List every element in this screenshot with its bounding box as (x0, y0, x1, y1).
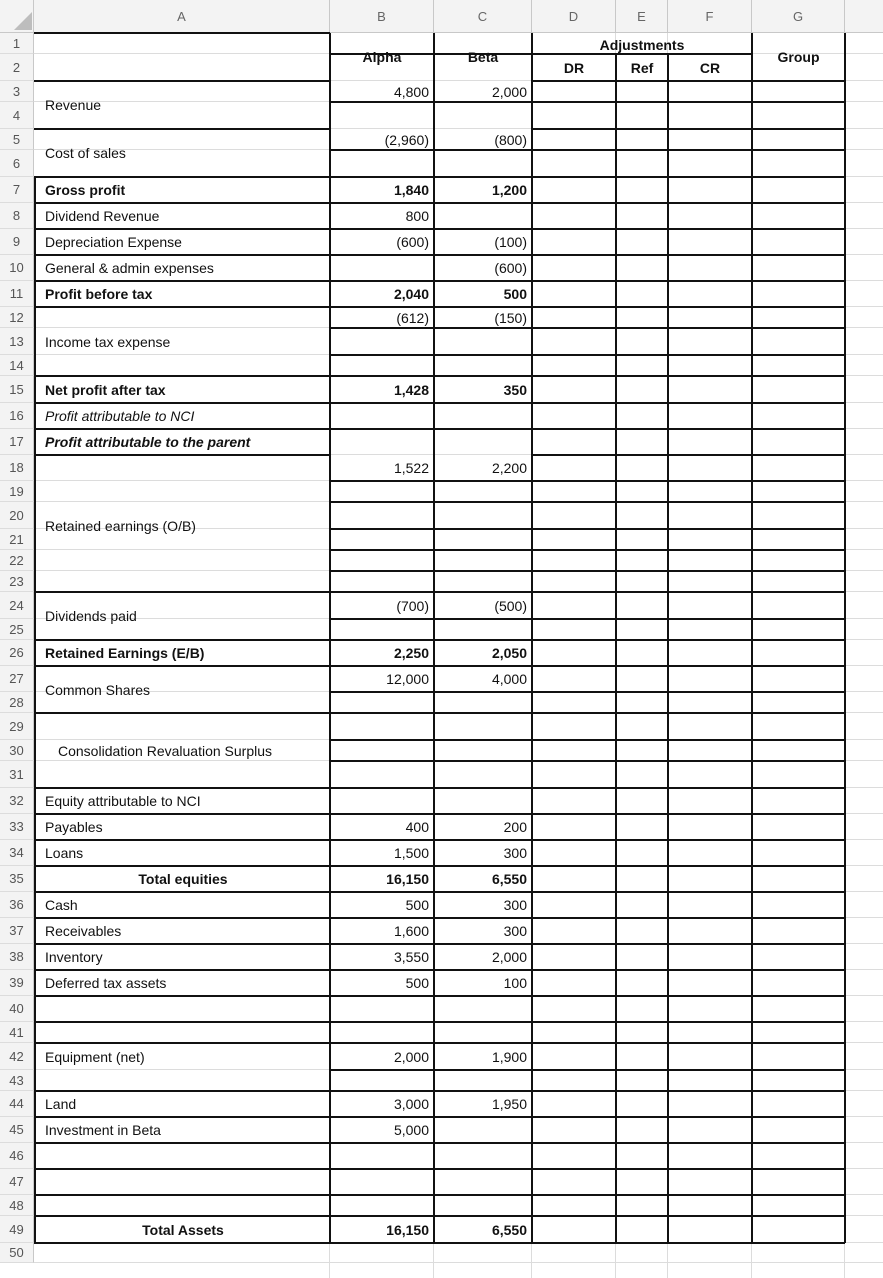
beta-investment-in-beta[interactable] (434, 1117, 532, 1143)
row-header-40[interactable]: 40 (0, 996, 34, 1022)
alpha-retained-earnings-e-b[interactable]: 2,250 (393, 645, 429, 661)
row-header-7[interactable]: 7 (0, 177, 34, 203)
header-group[interactable]: Group (777, 49, 820, 65)
beta-cash[interactable]: 300 (503, 897, 527, 913)
beta-retained-earnings-o-b[interactable]: 2,200 (491, 460, 527, 476)
row-header-28[interactable]: 28 (0, 692, 34, 713)
cell-border (330, 354, 532, 355)
row-header-43[interactable]: 43 (0, 1070, 34, 1091)
row-header-25[interactable]: 25 (0, 619, 34, 640)
row-header-6[interactable]: 6 (0, 150, 34, 177)
cell-border (532, 691, 845, 692)
cell-border (532, 1090, 845, 1091)
cell-border (532, 501, 845, 502)
alpha-investment-in-beta[interactable]: 5,000 (393, 1122, 429, 1138)
cell-border (532, 176, 845, 177)
row-header-44[interactable]: 44 (0, 1091, 34, 1117)
cell-border (532, 1142, 845, 1143)
column-header-c[interactable]: C (434, 0, 532, 33)
row-header-5[interactable]: 5 (0, 129, 34, 150)
label-income-tax-expense[interactable]: Income tax expense (45, 333, 171, 350)
row-header-11[interactable]: 11 (0, 281, 34, 307)
row-header-3[interactable]: 3 (0, 81, 34, 102)
alpha-deferred-tax-assets[interactable]: 500 (405, 975, 429, 991)
label-deferred-tax-assets[interactable]: Deferred tax assets (45, 975, 167, 991)
cell-border (532, 639, 845, 640)
row-header-16[interactable]: 16 (0, 403, 34, 429)
cell-border (532, 101, 845, 102)
label-revenue[interactable]: Revenue (45, 97, 102, 113)
cell-border (532, 528, 845, 529)
label-total-equities[interactable]: Total equities (138, 871, 228, 887)
beta-dividend-revenue[interactable] (434, 203, 532, 229)
cell-border (532, 891, 845, 892)
row-header-13[interactable]: 13 (0, 328, 34, 355)
row-header-38[interactable]: 38 (0, 944, 34, 970)
row-header-10[interactable]: 10 (0, 255, 34, 281)
label-equity-attributable-to-nci[interactable]: Equity attributable to NCI (45, 793, 201, 809)
cell-border (532, 254, 845, 255)
cell-border (330, 570, 532, 571)
cell-border (532, 280, 845, 281)
beta-dividends-paid[interactable]: (500) (494, 597, 527, 614)
header-adjustments[interactable]: Adjustments (599, 37, 685, 53)
row-header-33[interactable]: 33 (0, 814, 34, 840)
header-dr[interactable]: DR (563, 59, 585, 76)
cell-border (532, 665, 845, 666)
cell-border (615, 54, 616, 1243)
label-equipment-net[interactable]: Equipment (net) (45, 1048, 145, 1065)
alpha-payables[interactable]: 400 (405, 819, 429, 835)
cell-border (532, 865, 845, 866)
alpha-total-equities[interactable]: 16,150 (386, 871, 429, 887)
alpha-depreciation-expense[interactable]: (600) (396, 234, 429, 250)
cell-border (532, 1242, 845, 1243)
cell-border (532, 549, 845, 550)
alpha-profit-attributable-to-the-parent[interactable] (330, 429, 434, 455)
label-depreciation-expense[interactable]: Depreciation Expense (45, 234, 182, 250)
cell-border (532, 969, 845, 970)
row-header-2[interactable]: 2 (0, 54, 34, 81)
alpha-profit-attributable-to-nci[interactable] (330, 403, 434, 429)
alpha-retained-earnings-o-b[interactable]: 1,522 (393, 460, 429, 476)
label-payables[interactable]: Payables (45, 819, 103, 835)
row-header-29[interactable]: 29 (0, 713, 34, 740)
cell-border (34, 1021, 330, 1022)
cell-border (330, 528, 532, 529)
label-investment-in-beta[interactable]: Investment in Beta (45, 1122, 161, 1138)
cell-border (34, 32, 330, 33)
cell-border (532, 375, 845, 376)
label-profit-before-tax[interactable]: Profit before tax (45, 286, 153, 302)
beta-depreciation-expense[interactable]: (100) (494, 234, 527, 250)
label-consolidation-revaluation-surplus[interactable]: Consolidation Revaluation Surplus (58, 742, 273, 759)
column-header-g[interactable]: G (752, 0, 845, 33)
cell-border (532, 917, 845, 918)
cell-border (532, 1069, 845, 1070)
row-header-35[interactable]: 35 (0, 866, 34, 892)
label-dividends-paid[interactable]: Dividends paid (45, 608, 137, 624)
row-header-30[interactable]: 30 (0, 740, 34, 761)
cell-border (532, 428, 845, 429)
cell-border (532, 591, 845, 592)
row-header-39[interactable]: 39 (0, 970, 34, 996)
row-header-21[interactable]: 21 (0, 529, 34, 550)
row-header-18[interactable]: 18 (0, 455, 34, 481)
beta-general-admin-expenses[interactable]: (600) (494, 260, 527, 276)
cell-border (667, 54, 668, 1243)
cell-border (532, 1168, 845, 1169)
cell-border (532, 570, 845, 571)
row-header-9[interactable]: 9 (0, 229, 34, 255)
alpha-loans[interactable]: 1,500 (393, 845, 429, 861)
row-header-19[interactable]: 19 (0, 481, 34, 502)
cell-border (532, 787, 845, 788)
column-header-a[interactable]: A (34, 0, 330, 33)
row-header-27[interactable]: 27 (0, 666, 34, 692)
row-header-37[interactable]: 37 (0, 918, 34, 944)
row-header-23[interactable]: 23 (0, 571, 34, 592)
column-header-e[interactable]: E (616, 0, 668, 33)
beta-equipment-net[interactable]: 1,900 (491, 1048, 527, 1065)
column-header-f[interactable]: F (668, 0, 752, 33)
header-beta[interactable]: Beta (467, 49, 499, 65)
cell-border (532, 760, 845, 761)
row-header-17[interactable]: 17 (0, 429, 34, 455)
row-header-50[interactable]: 50 (0, 1243, 34, 1263)
label-cash[interactable]: Cash (45, 897, 78, 913)
alpha-equipment-net[interactable]: 2,000 (393, 1048, 429, 1065)
cell-border (330, 1021, 532, 1022)
beta-revenue[interactable]: 2,000 (491, 83, 527, 100)
label-gross-profit[interactable]: Gross profit (45, 182, 126, 198)
cell-border (532, 228, 845, 229)
beta-total-assets[interactable]: 6,550 (491, 1221, 527, 1238)
cell-border (532, 454, 845, 455)
row-header-32[interactable]: 32 (0, 788, 34, 814)
label-common-shares[interactable]: Common Shares (45, 681, 151, 698)
cell-border (532, 306, 845, 307)
label-cost-of-sales[interactable]: Cost of sales (45, 145, 126, 161)
label-profit-attributable-to-nci[interactable]: Profit attributable to NCI (45, 408, 195, 424)
row-header-1[interactable]: 1 (0, 33, 34, 54)
row-header-47[interactable]: 47 (0, 1169, 34, 1195)
beta-receivables[interactable]: 300 (503, 923, 527, 939)
label-general-admin-expenses[interactable]: General & admin expenses (45, 260, 214, 276)
beta-inventory[interactable]: 2,000 (491, 949, 527, 965)
cell-border (532, 1215, 845, 1216)
cell-border (532, 354, 845, 355)
cell-border (532, 1021, 845, 1022)
row-header-36[interactable]: 36 (0, 892, 34, 918)
row-header-15[interactable]: 15 (0, 376, 34, 403)
alpha-income-tax-expense[interactable]: (612) (396, 309, 429, 326)
row-header-20[interactable]: 20 (0, 502, 34, 529)
cell-border (330, 712, 532, 713)
cell-border (532, 839, 845, 840)
cell-border (330, 1168, 532, 1169)
label-dividend-revenue[interactable]: Dividend Revenue (45, 208, 160, 224)
cell-border (532, 1116, 845, 1117)
label-retained-earnings-e-b[interactable]: Retained Earnings (E/B) (45, 645, 205, 661)
cell-border (532, 202, 845, 203)
beta-common-shares[interactable]: 4,000 (491, 671, 527, 687)
label-profit-attributable-to-the-parent[interactable]: Profit attributable to the parent (45, 434, 251, 450)
cell-border (330, 549, 532, 550)
column-header-partial[interactable] (845, 0, 883, 33)
header-ref[interactable]: Ref (630, 59, 654, 76)
beta-equity-attributable-to-nci[interactable] (434, 788, 532, 814)
cell-border (330, 501, 532, 502)
alpha-inventory[interactable]: 3,550 (393, 949, 429, 965)
alpha-general-admin-expenses[interactable] (330, 255, 434, 281)
alpha-profit-before-tax[interactable]: 2,040 (393, 286, 429, 302)
cell-border (532, 327, 845, 328)
beta-profit-attributable-to-the-parent[interactable] (434, 429, 532, 455)
alpha-cash[interactable]: 500 (405, 897, 429, 913)
row-header-49[interactable]: 49 (0, 1216, 34, 1243)
cell-border (532, 995, 845, 996)
select-all-corner[interactable] (0, 0, 34, 33)
row-header-48[interactable]: 48 (0, 1195, 34, 1216)
alpha-revenue[interactable]: 4,800 (393, 83, 429, 100)
beta-loans[interactable]: 300 (503, 845, 527, 861)
cell-border (532, 128, 845, 129)
label-retained-earnings-o-b[interactable]: Retained earnings (O/B) (45, 518, 196, 534)
row-header-26[interactable]: 26 (0, 640, 34, 666)
beta-consolidation-revaluation-surplus[interactable] (434, 740, 532, 761)
row-header-31[interactable]: 31 (0, 761, 34, 788)
cell-border (532, 739, 845, 740)
beta-net-profit-after-tax[interactable]: 350 (503, 381, 527, 398)
cell-border (34, 1168, 330, 1169)
beta-gross-profit[interactable]: 1,200 (491, 182, 527, 198)
label-inventory[interactable]: Inventory (45, 949, 103, 965)
cell-border (532, 712, 845, 713)
alpha-land[interactable]: 3,000 (393, 1096, 429, 1112)
row-header-12[interactable]: 12 (0, 307, 34, 328)
alpha-receivables[interactable]: 1,600 (393, 923, 429, 939)
label-receivables[interactable]: Receivables (45, 923, 122, 939)
label-total-assets[interactable]: Total Assets (142, 1221, 224, 1238)
cell-border (532, 618, 845, 619)
alpha-dividend-revenue[interactable]: 800 (405, 208, 429, 224)
beta-deferred-tax-assets[interactable]: 100 (503, 975, 527, 991)
beta-total-equities[interactable]: 6,550 (491, 871, 527, 887)
label-net-profit-after-tax[interactable]: Net profit after tax (45, 381, 166, 398)
label-land[interactable]: Land (45, 1096, 77, 1112)
cell-border (532, 402, 845, 403)
row-header-14[interactable]: 14 (0, 355, 34, 376)
row-header-45[interactable]: 45 (0, 1117, 34, 1143)
column-header-d[interactable]: D (532, 0, 616, 33)
alpha-gross-profit[interactable]: 1,840 (393, 182, 429, 198)
beta-retained-earnings-e-b[interactable]: 2,050 (491, 645, 527, 661)
beta-payables[interactable]: 200 (503, 819, 527, 835)
row-header-46[interactable]: 46 (0, 1143, 34, 1169)
cell-border (532, 149, 845, 150)
beta-profit-before-tax[interactable]: 500 (503, 286, 527, 302)
row-header-34[interactable]: 34 (0, 840, 34, 866)
header-alpha[interactable]: Alpha (362, 49, 402, 65)
beta-income-tax-expense[interactable]: (150) (494, 309, 527, 326)
column-header-b[interactable]: B (330, 0, 434, 33)
cell-border (532, 1194, 845, 1195)
cell-border (532, 813, 845, 814)
row-header-4[interactable]: 4 (0, 102, 34, 129)
row-header-8[interactable]: 8 (0, 203, 34, 229)
cell-border (330, 1194, 532, 1195)
alpha-total-assets[interactable]: 16,150 (386, 1221, 429, 1238)
cell-border (532, 943, 845, 944)
alpha-net-profit-after-tax[interactable]: 1,428 (393, 381, 429, 398)
row-header-42[interactable]: 42 (0, 1043, 34, 1070)
beta-profit-attributable-to-nci[interactable] (434, 403, 532, 429)
alpha-consolidation-revaluation-surplus[interactable] (330, 740, 434, 761)
header-cr[interactable]: CR (699, 59, 721, 76)
row-header-41[interactable]: 41 (0, 1022, 34, 1043)
cell-border (532, 1042, 845, 1043)
alpha-cost-of-sales[interactable]: (2,960) (384, 131, 429, 148)
row-header-24[interactable]: 24 (0, 592, 34, 619)
beta-cost-of-sales[interactable]: (800) (494, 131, 527, 148)
select-all-icon (14, 12, 32, 30)
alpha-equity-attributable-to-nci[interactable] (330, 788, 434, 814)
alpha-common-shares[interactable]: 12,000 (386, 671, 429, 687)
label-loans[interactable]: Loans (45, 845, 84, 861)
cell-border (34, 1194, 330, 1195)
gridline (34, 1262, 883, 1263)
cell-border (751, 33, 752, 1243)
cell-border (532, 480, 845, 481)
alpha-dividends-paid[interactable]: (700) (396, 597, 429, 614)
cell-border (844, 33, 845, 1243)
row-header-22[interactable]: 22 (0, 550, 34, 571)
beta-land[interactable]: 1,950 (491, 1096, 527, 1112)
